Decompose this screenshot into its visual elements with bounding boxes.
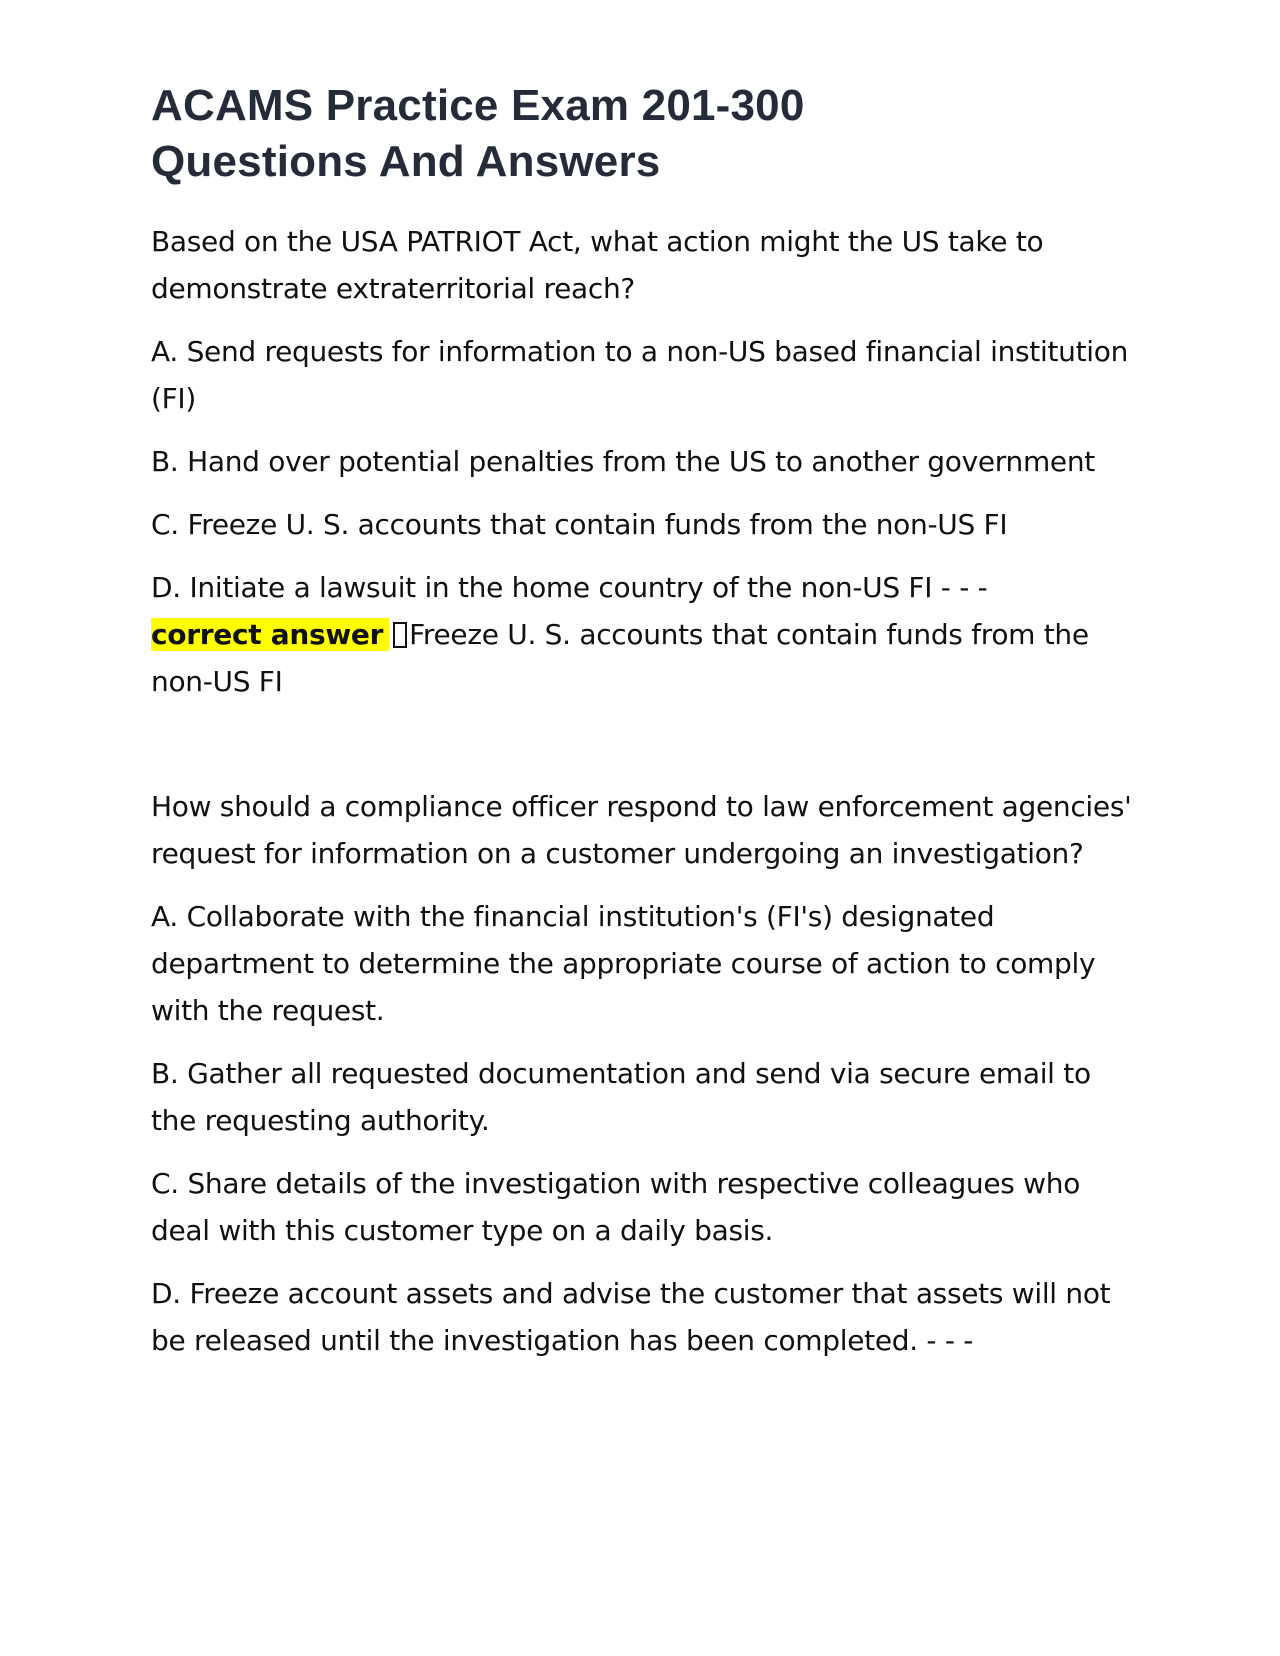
section-spacer	[151, 721, 1141, 783]
correct-answer-text: Freeze U. S. accounts that contain funds from the non-US FI	[151, 618, 1089, 698]
option-d: D. Initiate a lawsuit in the home country of the non-US FI - - -	[151, 571, 988, 604]
option-d: D. Freeze account assets and advise the customer that assets will not be released until the investigation has been completed. - - -	[151, 1277, 1111, 1357]
question-text: Based on the USA PATRIOT Act, what action might the US take to demonstrate extraterritorial reach?	[151, 225, 1044, 305]
option-d-with-answer	[151, 564, 1141, 705]
title-line-1: ACAMS Practice Exam 201-300	[151, 81, 805, 130]
option-b: B. Gather all requested documentation and send via secure email to the requesting authority.	[151, 1057, 1091, 1137]
option-b: B. Hand over potential penalties from the US to another government	[151, 445, 1095, 478]
document-title	[151, 78, 1141, 190]
option-a: A. Collaborate with the financial institution's (FI's) designated department to determine the appropriate course of action to comply with the request.	[151, 900, 1096, 1027]
missing-glyph-icon	[393, 622, 407, 648]
title-line-2: Questions And Answers	[151, 137, 661, 186]
option-a: A. Send requests for information to a non-US based financial institution (FI)	[151, 335, 1129, 415]
question-text: How should a compliance officer respond to law enforcement agencies' request for information on a customer undergoing an investigation?	[151, 790, 1132, 870]
option-c: C. Freeze U. S. accounts that contain funds from the non-US FI	[151, 508, 1008, 541]
question-block-1	[151, 218, 1141, 705]
question-block-2	[151, 783, 1141, 1364]
correct-answer-label: correct answer	[151, 618, 389, 651]
option-c: C. Share details of the investigation with respective colleagues who deal with this customer type on a daily basis.	[151, 1167, 1081, 1247]
document-page	[151, 78, 1141, 1380]
